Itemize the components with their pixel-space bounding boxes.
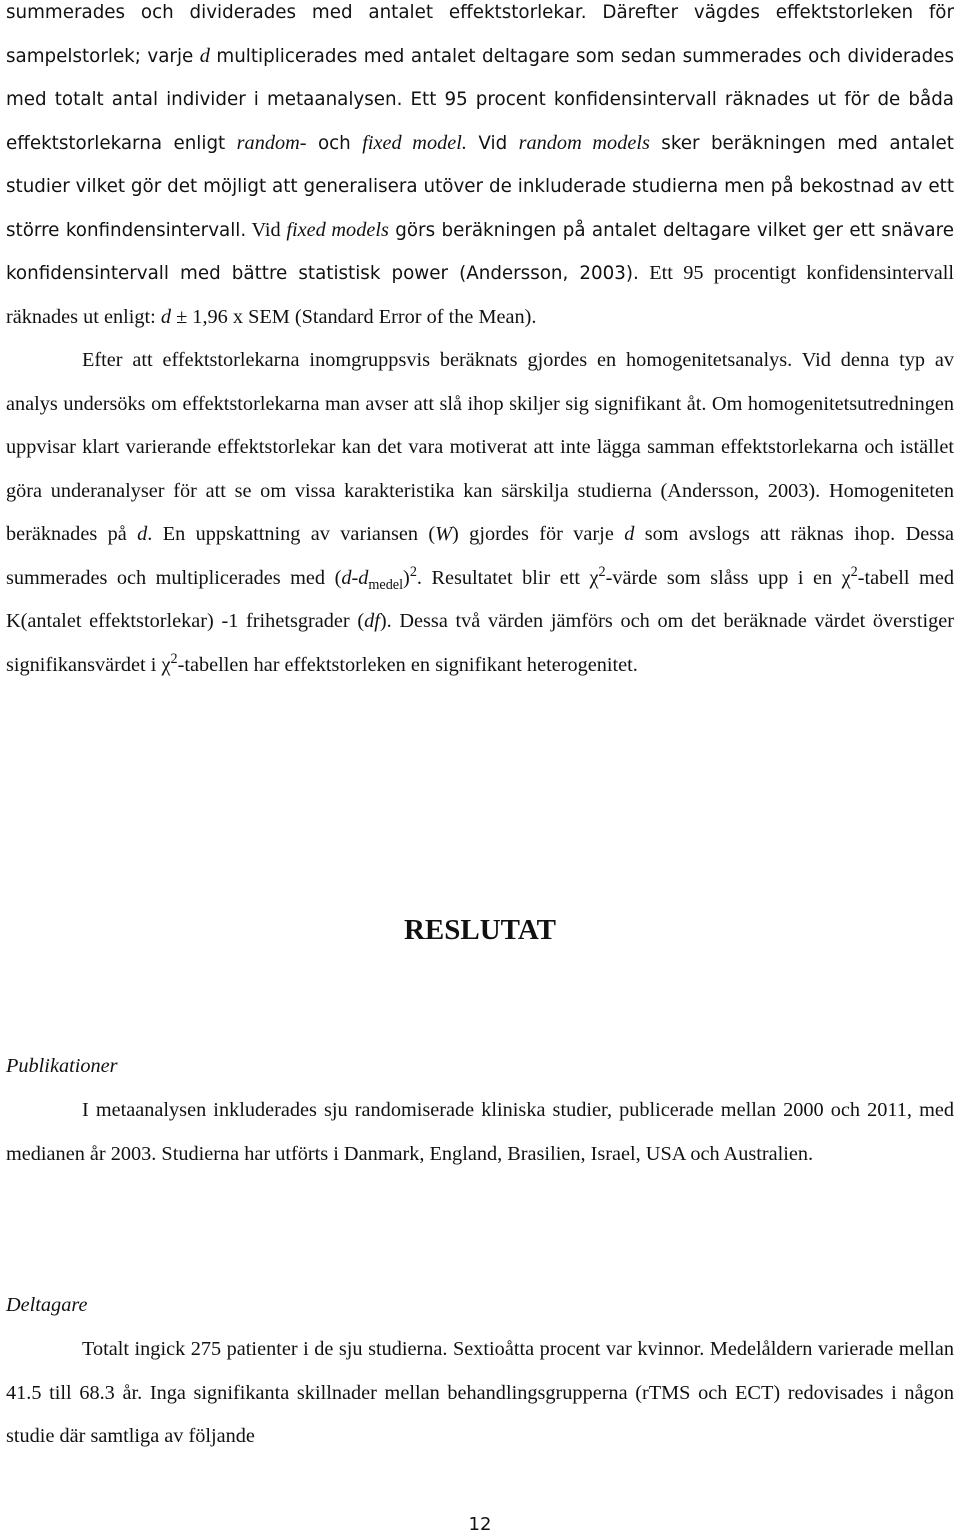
paragraph-method: summerades och dividerades med antalet effektstorlekar. Därefter vägdes effektstorleken för sampelstorlek; varje d multiplicerades med antalet deltagare som sedan summerades och dividerades med totalt antal individer i metaanalysen. Ett 95 procent konfidensintervall räknades ut för de båda effektstorlekarna enligt random- och fixed model. Vid random models sker beräkningen med antalet studier vilket gör det möjligt att generalisera utöver de inkluderade studierna men på bekostnad av ett större konfindensintervall. Vid fixed models görs beräkningen på antalet deltagare vilket ger ett snävare konfidensintervall med bättre statistisk power (Andersson, 2003). Ett 95 procentigt konfidensintervall räknades ut enligt: d ± 1,96 x SEM (Standard Error of the Mean). (6, 2, 955, 328)
page-number: 12 (468, 1514, 492, 1535)
section-heading-results: RESLUTAT (403, 914, 557, 946)
paragraph-deltagare: Totalt ingick 275 patienter i de sju studierna. Sextioåtta procent var kvinnor. Medelåldern varierade mellan 41.5 till 68.3 år. Inga signifikanta skillnader mellan behandlingsgrupperna (rTMS och ECT) redovisades i någon studie där samtliga av följande (6, 1338, 954, 1447)
paragraph-homogenity: Efter att effektstorlekarna inomgruppsvis beräknats gjordes en homogenitetsanalys. Vid denna typ av analys undersöks om effektstorlekarna man avser att slå ihop skiljer sig signifikant åt. Om homogenitetsutredningen uppvisar klart varierande effektstorlekar kan det vara motiverat att inte lägga samman effektstorlekarna och istället göra underanalyser för att se om vissa karakteristika kan särskilja studierna (Andersson, 2003). Homogeniteten beräknades på d. En uppskattning av variansen (W) gjordes för varje d som avslogs att räknas ihop. Dessa summerades och multiplicerades med $(d-d_{medel})^2$. Resultatet blir ett $\chi^2$-värde som slåss upp i en $\chi^2$-tabell med K(antalet effektstorlekar) -1 frihetsgrader (df). Dessa två värden jämförs och om det beräknade värdet överstiger signifikansvärdet i $\chi^2$-tabellen har effektstorleken en signifikant heterogenitet. (6, 349, 955, 676)
subheading-publikationer: Publikationer (6, 1055, 118, 1077)
subheading-deltagare: Deltagare (6, 1294, 88, 1316)
page-body (6, 0, 954, 687)
paragraph-publikationer: I metaanalysen inkluderades sju randomiserade kliniska studier, publicerade mellan 2000 och 2011, med medianen år 2003. Studierna har utförts i Danmark, England, Brasilien, Israel, USA och Australien. (6, 1099, 954, 1165)
